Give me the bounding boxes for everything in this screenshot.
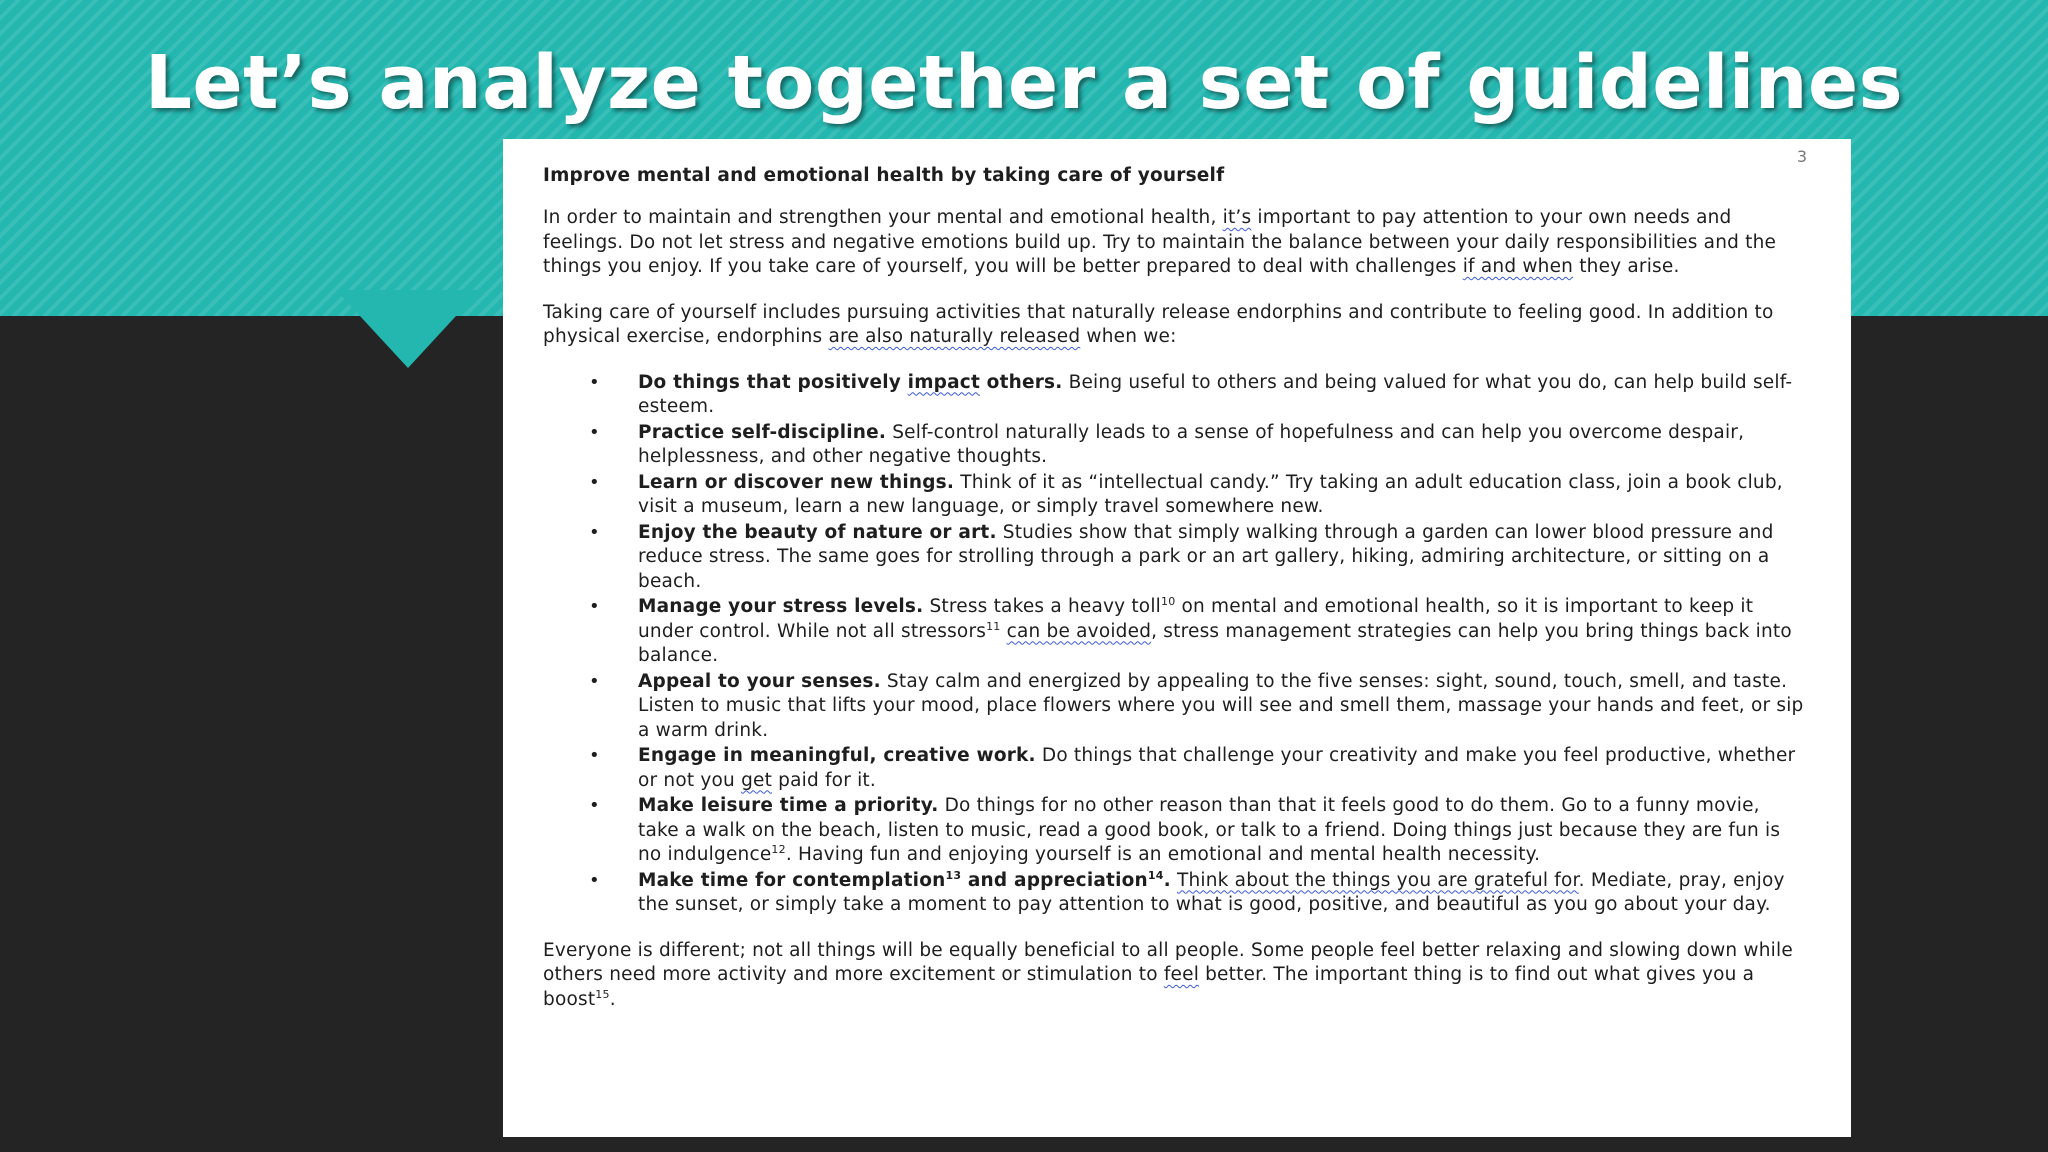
page-number: 3 [1796,147,1807,166]
list-item: • Make leisure time a priority. Do things for no other reason than that it feels good to do them. Go to a funny movie, take a walk on the beach, listen to music, read a good book, or talk to a friend. Doing things just because they are fun is no indulgence$^{12}$. Having fun and enjoying yourself is an emotional and mental health necessity. [589,795,1781,865]
spellcheck-underline: feel [1163,964,1200,985]
list-item: • Do things that positively impact others. Being useful to others and being valued for what you do, can help build self-esteem. [589,371,1793,417]
bullet-icon: • [589,670,600,692]
list-item: • Manage your stress levels. Stress takes a heavy toll$^{10}$ on mental and emotional health, so it is important to keep it under control. While not all stressors$^{11}$ can be avoided, stress management strategies can help you bring things back into balance. [589,594,1792,666]
list-item: • Make time for contemplation$^{13}$ and appreciation$^{14}$. Think about the things you are grateful for. Mediate, pray, enjoy the sunset, or simply take a moment to pay attention to what is good, positive, and beautiful as you go about your day. [589,868,1785,915]
closing-paragraph: Everyone is different; not all things will be equally beneficial to all people. Some people feel better relaxing and slowing down while others need more activity and more excitement or stimulation to feel better. The important thing is to find out what gives you a boost$^{15}$. [543,939,1793,1010]
list-item: • Appeal to your senses. Stay calm and energized by appealing to the five senses: sight, sound, touch, smell, and taste. Listen to music that lifts your mood, place flowers where you will see and smell them, massage your hands and feet, or sip a warm drink. [589,670,1804,741]
bullet-icon: • [589,471,600,493]
slide-title: Let’s analyze together a set of guidelines [144,40,1904,126]
bullet-icon: • [589,521,600,543]
bullet-icon: • [589,795,600,816]
spellcheck-underline: are also naturally released [828,326,1081,347]
endorphins-paragraph: Taking care of yourself includes pursuing activities that naturally release endorphins and contribute to feeling good. In addition to physical exercise, endorphins are also naturally released when we: [543,301,1774,347]
document-page [503,139,1851,1137]
list-item: • Learn or discover new things. Think of it as “intellectual candy.” Try taking an adult education class, join a book club, visit a museum, learn a new language, or simply travel somewhere new. [589,471,1783,517]
spellcheck-underline: it’s [1222,207,1252,228]
spellcheck-underline: get [741,769,773,791]
document-heading: Improve mental and emotional health by taking care of yourself [543,165,1225,186]
header-band-notch [336,290,480,368]
list-item: • Enjoy the beauty of nature or art. Studies show that simply walking through a garden can lower blood pressure and reduce stress. The same goes for strolling through a park or an art gallery, hiking, admiring architecture, or sitting on a beach. [589,521,1774,592]
activities-list [543,371,1806,918]
spellcheck-underline: if and when [1462,256,1574,277]
intro-paragraph: In order to maintain and strengthen your mental and emotional health, it’s important to pay attention to your own needs and feelings. Do not let stress and negative emotions build up. Try to maintain the balance between your daily responsibilities and the things you enjoy. If you take care of yourself, you will be better prepared to deal with challenges if and when they arise. [543,207,1777,277]
spellcheck-underline: impact [907,371,981,393]
bullet-icon: • [589,869,600,891]
spellcheck-underline: can be avoided [1006,620,1152,642]
bullet-icon: • [589,371,600,393]
list-item: • Practice self-discipline. Self-control naturally leads to a sense of hopefulness and can help you overcome despair, helplessness, and other negative thoughts. [589,421,1745,467]
bullet-icon: • [589,596,600,617]
list-item: • Engage in meaningful, creative work. Do things that challenge your creativity and make you feel productive, whether or not you get paid for it. [589,745,1796,791]
bullet-icon: • [589,745,600,766]
spellcheck-underline: Think about the things you are grateful for [1176,869,1579,891]
bullet-icon: • [589,421,600,443]
